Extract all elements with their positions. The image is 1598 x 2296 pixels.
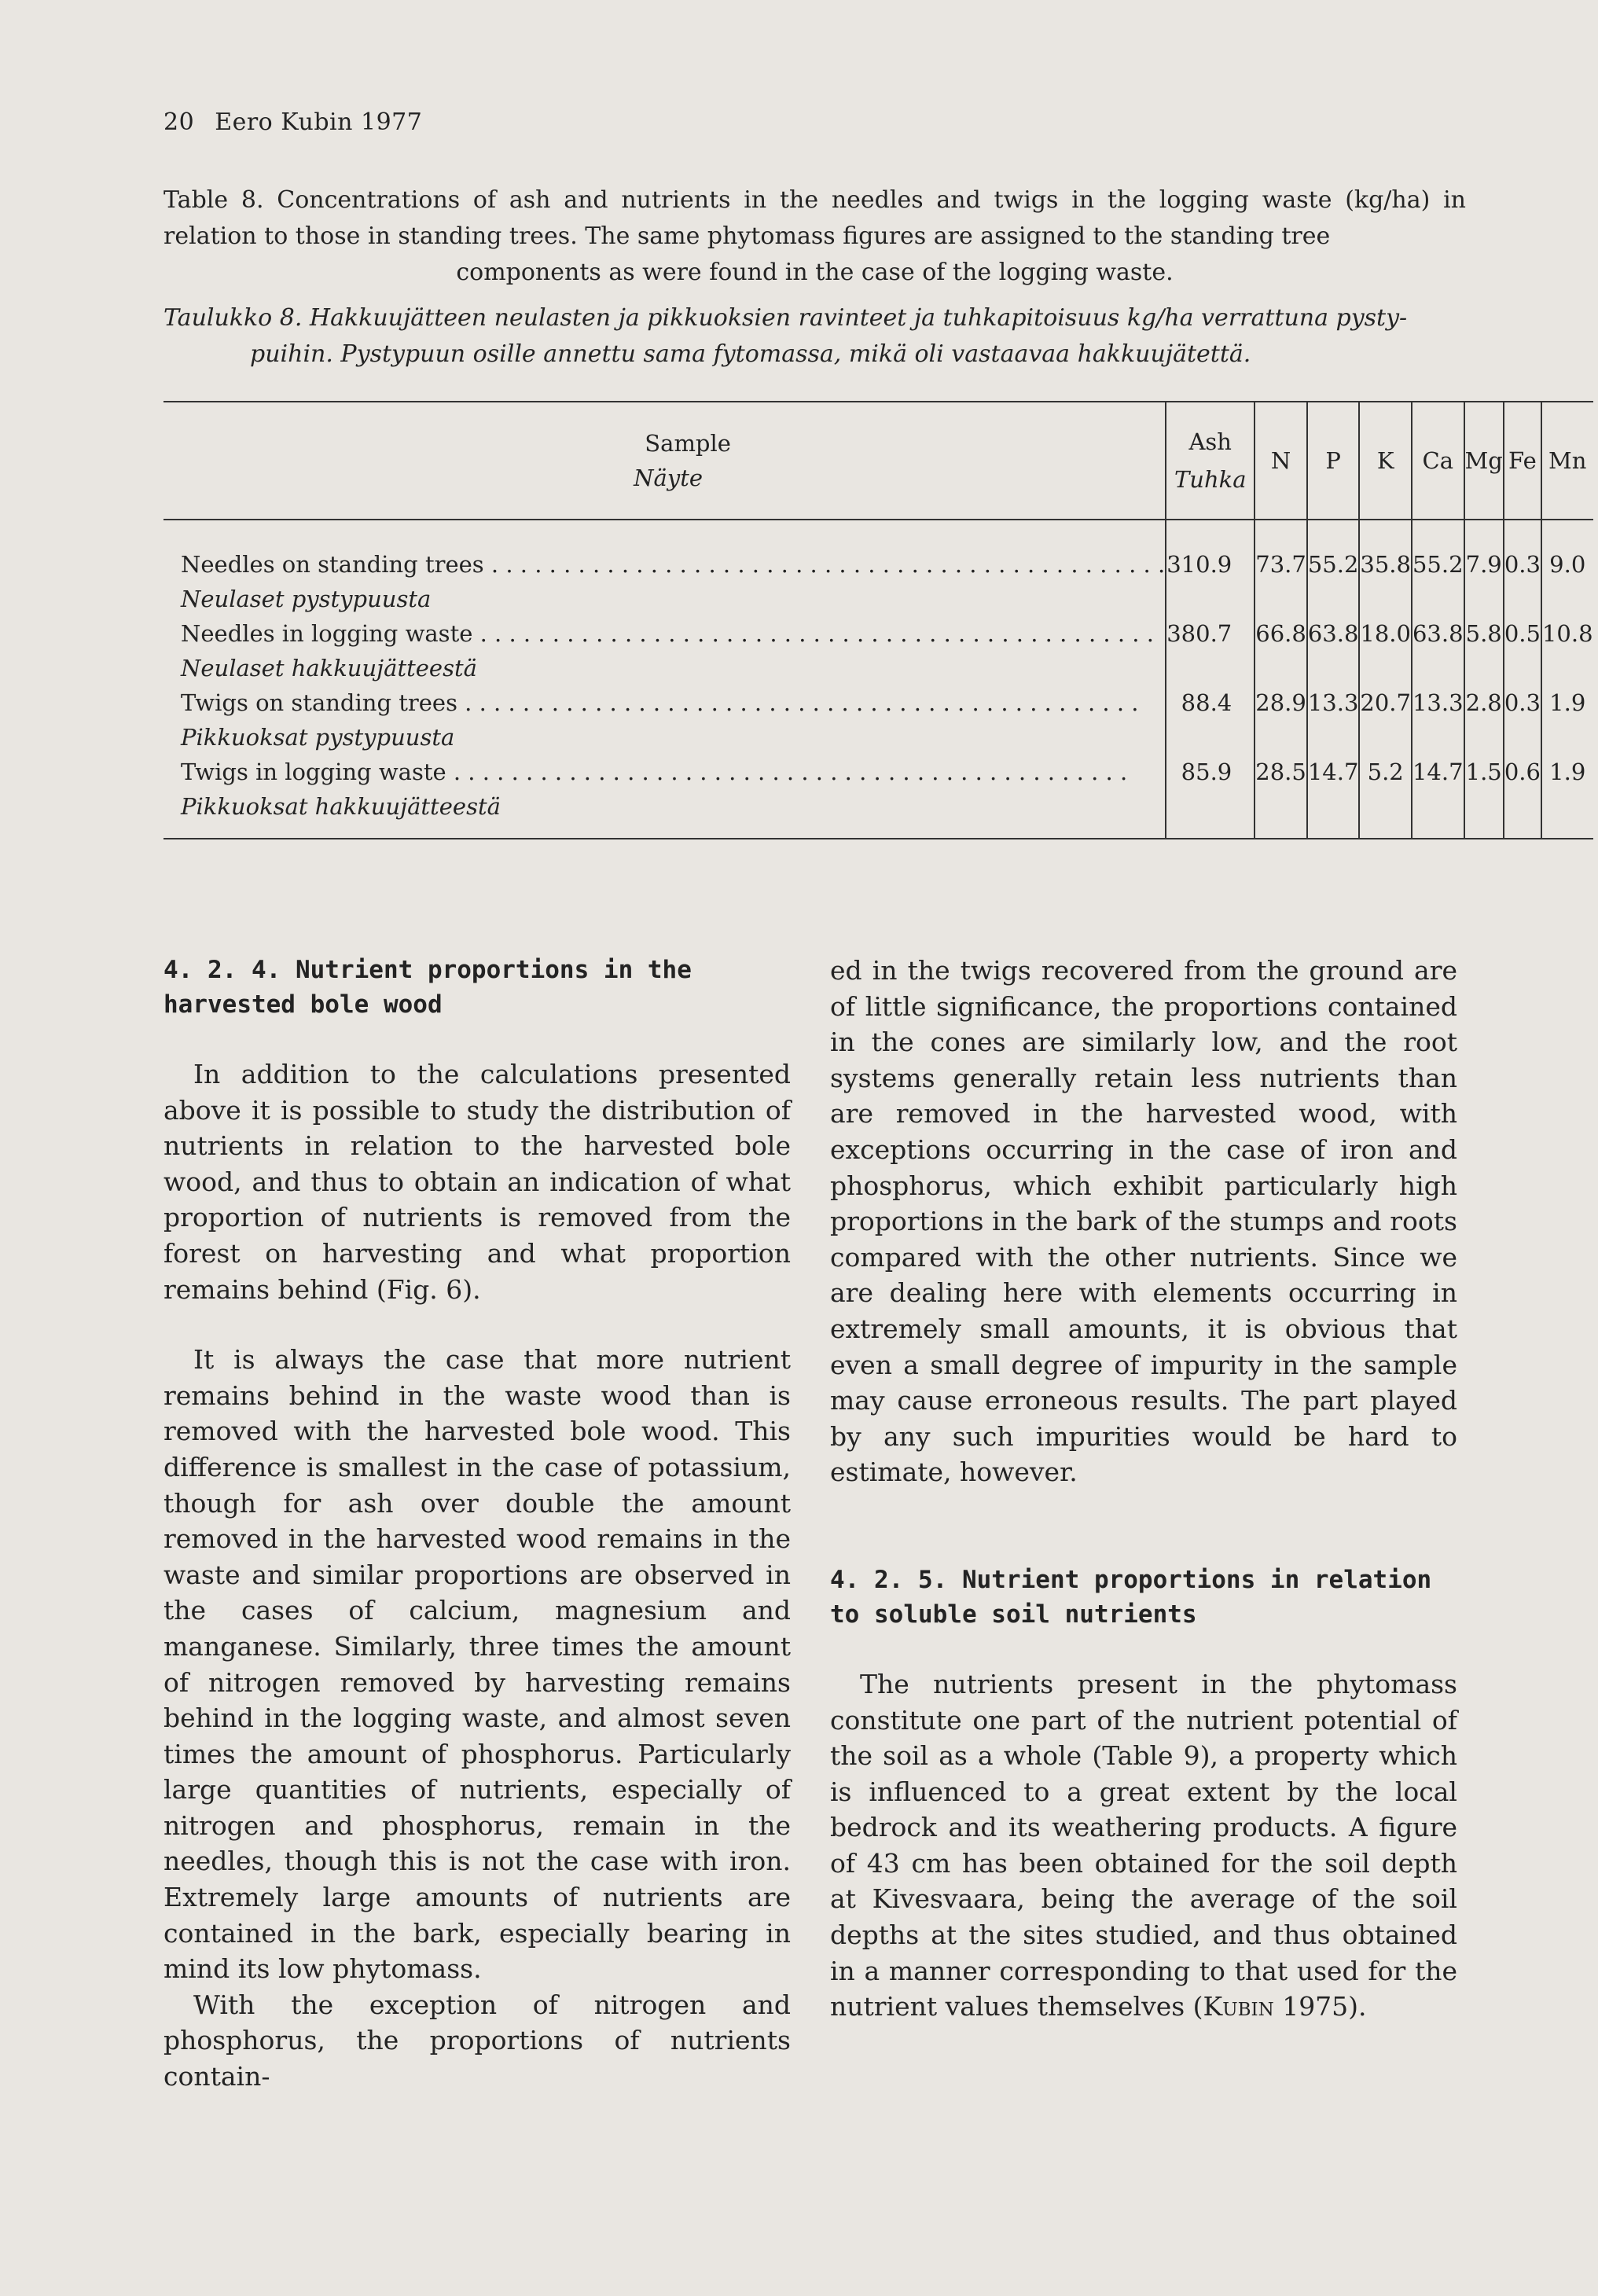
cell-n: 28.9 <box>1255 685 1307 755</box>
cell-p: 14.7 <box>1307 755 1360 839</box>
cell-fe: 0.5 <box>1504 616 1541 685</box>
cell-ca: 63.8 <box>1412 616 1464 685</box>
cell-mg: 5.8 <box>1464 616 1504 685</box>
cell-k: 18.0 <box>1359 616 1412 685</box>
paragraph-text: The nutrients present in the phytomass constitute one part of the nutrient potential of the soil as a whole (Table 9), a property which is influenced to a great extent by the local bedrock and its weathering products. A figure of 43 cm has been obtained for the soil depth at Kivesvaara, being the average of the soil depths at the sites studied, and thus obtained in a manner corresponding to that used for the nutrient values themselves ( <box>830 1668 1457 2022</box>
table-row <box>163 685 1593 755</box>
row-sample-en: Needles on standing trees . . . <box>181 547 1165 582</box>
cell-mg: 7.9 <box>1464 520 1504 616</box>
page-number: 20 <box>163 108 195 136</box>
cell-ash: 85.9 <box>1166 755 1255 839</box>
caption-en-last-line: components as were found in the case of the logging waste. <box>456 259 1174 286</box>
paragraph: With the exception of nitrogen and phosphorus, the proportions of nutrients contain- <box>163 1989 791 2092</box>
header-ash-label: Ash <box>1188 428 1232 455</box>
header-ca: Ca <box>1412 402 1464 520</box>
cell-p: 13.3 <box>1307 685 1360 755</box>
caption-fi-last-line: puihin. Pystypuun osille annettu sama fytomassa, mikä oli vastaavaa hakkuujätettä. <box>250 340 1251 368</box>
header-sample-label-fi: Näyte <box>634 465 703 491</box>
header-ash <box>1166 402 1255 520</box>
table-caption-english <box>163 182 1466 291</box>
cell-fe: 0.3 <box>1504 685 1541 755</box>
running-head-text: Eero Kubin 1977 <box>215 108 423 136</box>
row-sample-cell <box>163 755 1166 839</box>
header-k: K <box>1359 402 1412 520</box>
table-header-row <box>163 402 1593 520</box>
cell-fe: 0.6 <box>1504 755 1541 839</box>
row-sample-cell <box>163 685 1166 755</box>
row-sample-fi: Pikkuoksat pystypuusta <box>181 724 455 751</box>
nutrient-table <box>163 401 1593 839</box>
cell-n: 28.5 <box>1255 755 1307 839</box>
right-column <box>830 953 1457 2025</box>
caption-fi-text: Taulukko 8. Hakkuujätteen neulasten ja pikkuoksien ravinteet ja tuhkapitoisuus kg/ha verrattuna pysty- <box>163 304 1408 332</box>
table-caption-finnish <box>163 300 1466 373</box>
citation-author: Kubin <box>1203 1991 1274 2022</box>
paragraph: In addition to the calculations presented above it is possible to study the distribution of nutrients in relation to the harvested bole wood, and thus to obtain an indication of what proportion of nutrients is removed from the forest on harvesting and what proportion remains behind (Fig. 6). <box>163 1059 791 1305</box>
row-sample-en: Twigs on standing trees . . . <box>181 685 1165 720</box>
header-mg: Mg <box>1464 402 1504 520</box>
cell-p: 63.8 <box>1307 616 1360 685</box>
cell-ca: 13.3 <box>1412 685 1464 755</box>
caption-en-text: Table 8. Concentrations of ash and nutrients in the needles and twigs in the logging waste (kg/ha) in relation to those in standing trees. The same phytomass figures are assigned to the standing tree <box>163 186 1466 250</box>
header-n: N <box>1255 402 1307 520</box>
row-sample-cell <box>163 520 1166 616</box>
table-row <box>163 755 1593 839</box>
cell-n: 73.7 <box>1255 520 1307 616</box>
cell-mn: 1.9 <box>1541 755 1593 839</box>
row-sample-fi: Neulaset pystypuusta <box>181 586 432 612</box>
header-fe: Fe <box>1504 402 1541 520</box>
left-column <box>163 953 791 2095</box>
header-sample-label: Sample <box>645 430 731 457</box>
section-heading-4-2-5: 4. 2. 5. Nutrient proportions in relation to soluble soil nutrients <box>830 1565 1432 1629</box>
row-sample-en: Needles in logging waste . . . <box>181 616 1165 651</box>
cell-k: 20.7 <box>1359 685 1412 755</box>
cell-k: 35.8 <box>1359 520 1412 616</box>
paragraph: It is always the case that more nutrient remains behind in the waste wood than is removed with the harvested bole wood. This difference is smallest in the case of potassium, though for ash over double the amount removed in the harvested wood remains in the waste and similar proportions are observed in the cases of calcium, magnesium and manganese. Similarly, three times the amount of nitrogen removed by harvesting remains behind in the logging waste, and almost seven times the amount of phosphorus. Particularly large quantities of nutrients, especially of nitrogen and phosphorus, remain in the needles, though this is not the case with iron. Extremely large amounts of nutrients are contained in the bark, especially bearing in mind its low phytomass. <box>163 1344 791 1985</box>
section-spacer <box>830 1490 1457 1563</box>
cell-mg: 1.5 <box>1464 755 1504 839</box>
paragraph <box>830 1666 1457 2025</box>
table-row <box>163 520 1593 616</box>
row-sample-fi: Pikkuoksat hakkuujätteestä <box>181 793 501 820</box>
cell-p: 55.2 <box>1307 520 1360 616</box>
header-sample <box>163 402 1166 520</box>
cell-n: 66.8 <box>1255 616 1307 685</box>
header-p: P <box>1307 402 1360 520</box>
paragraph-spacer <box>163 1307 791 1342</box>
row-sample-en: Twigs in logging waste . . . <box>181 755 1165 789</box>
cell-mg: 2.8 <box>1464 685 1504 755</box>
header-mn: Mn <box>1541 402 1593 520</box>
cell-ca: 55.2 <box>1412 520 1464 616</box>
row-sample-fi: Neulaset hakkuujätteestä <box>181 655 477 681</box>
cell-ash: 88.4 <box>1166 685 1255 755</box>
cell-mn: 9.0 <box>1549 551 1586 578</box>
cell-fe: 0.3 <box>1504 520 1541 616</box>
section-heading-4-2-4: 4. 2. 4. Nutrient proportions in the harvested bole wood <box>163 956 692 1019</box>
cell-mn: 1.9 <box>1549 689 1586 716</box>
cell-mn: 10.8 <box>1541 620 1593 647</box>
table-row <box>163 616 1593 685</box>
cell-k: 5.2 <box>1359 755 1412 839</box>
paragraph-continuation: ed in the twigs recovered from the ground are of little significance, the proportions contained in the cones are similarly low, and the root systems generally retain less nutrients than are removed in the harvested wood, with exceptions occurring in the case of iron and phosphorus, which exhibit particularly high proportions in the bark of the stumps and roots compared with the other nutrients. Since we are dealing here with elements occurring in extremely small amounts, it is obvious that even a small degree of impurity in the sample may cause erroneous results. The part played by any such impurities would be hard to estimate, however. <box>830 955 1457 1488</box>
row-sample-cell <box>163 616 1166 685</box>
running-head <box>163 108 443 136</box>
cell-ash: 380.7 <box>1166 616 1255 685</box>
citation-tail: 1975). <box>1273 1991 1367 2022</box>
header-ash-label-fi: Tuhka <box>1174 466 1247 493</box>
cell-ash: 310.9 <box>1166 520 1255 616</box>
cell-ca: 14.7 <box>1412 755 1464 839</box>
